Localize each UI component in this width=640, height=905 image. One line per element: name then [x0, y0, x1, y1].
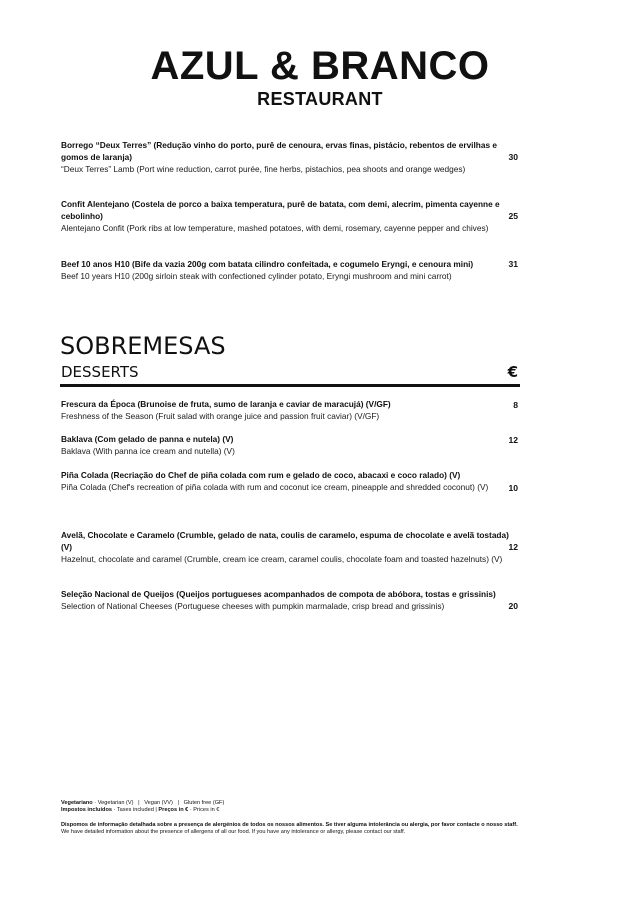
- item-name-pt: Frescura da Época (Brunoise de fruta, sumo de laranja e caviar de maracujá) (V/GF): [61, 399, 391, 409]
- restaurant-title: AZUL & BRANCO: [150, 44, 490, 88]
- currency-symbol: €: [507, 363, 518, 381]
- menu-item-confit: [61, 198, 521, 234]
- item-name-pt: Confit Alentejano (Costela de porco a baixa temperatura, purê de batata, com demi, alecrim, pimenta cayenne e cebolinho): [61, 199, 500, 221]
- menu-item-beef: [61, 258, 506, 282]
- item-name-en: “Deux Terres” Lamb (Port wine reduction, carrot purée, fine herbs, pistachios, pea shoots and orange wedges): [61, 164, 466, 174]
- menu-item-borrego: [61, 139, 521, 175]
- menu-item-pina-colada: [61, 469, 521, 493]
- item-name-en: Selection of National Cheeses (Portuguese cheeses with pumpkin marmalade, crisp bread and grissinis): [61, 601, 445, 611]
- allergen-note: [61, 822, 521, 836]
- section-subheading-desserts: DESSERTS: [61, 363, 139, 381]
- tax-note: [61, 807, 521, 814]
- item-name-en: Freshness of the Season (Fruit salad with orange juice and passion fruit caviar) (V/GF): [61, 411, 380, 421]
- section-heading-sobremesas: SOBREMESAS: [60, 332, 226, 360]
- price-text: · Prices in €: [188, 807, 220, 813]
- item-price: 10: [508, 483, 518, 493]
- menu-item-baklava: [61, 433, 521, 457]
- item-name-pt: Beef 10 anos H10 (Bife da vazia 200g com batata cilindro confeitada, e cogumelo Eryngi, e cenoura mini): [61, 259, 474, 269]
- menu-item-frescura: [61, 398, 521, 422]
- item-price: 8: [513, 400, 518, 410]
- allergen-en: We have detailed information about the presence of allergens of all our food. If you have any intolerance or allergy, please contact our staff.: [61, 829, 406, 836]
- item-name-en: Piña Colada (Chef's recreation of piña colada with rum and coconut ice cream, pineapple and shredded coconut) (V): [61, 482, 489, 492]
- menu-item-queijos: [61, 588, 521, 612]
- menu-item-avela-chocolate: [61, 529, 521, 565]
- allergen-pt: Dispomos de informação detalhada sobre a presença de alergénios de todos os nossos alimentos. Se tiver alguma intolerância ou alergia, por favor contacte o nosso staff.: [61, 822, 518, 828]
- item-name-pt: Borrego “Deux Terres” (Redução vinho do porto, purê de cenoura, ervas finas, pistácio, rebentos de ervilhas e gomos de laranja): [61, 140, 498, 162]
- item-name-pt: Piña Colada (Recriação do Chef de piña colada com rum e gelado de coco, abacaxi e coco ralado) (V): [61, 470, 461, 480]
- item-price: 30: [508, 152, 518, 162]
- item-name-en: Alentejano Confit (Pork ribs at low temperature, mashed potatoes, with demi, rosemary, cayenne pepper and chives): [61, 223, 489, 233]
- item-price: 31: [508, 259, 518, 269]
- item-price: 12: [508, 542, 518, 552]
- item-name-pt: Baklava (Com gelado de panna e nutela) (V): [61, 434, 234, 444]
- item-name-pt: Seleção Nacional de Queijos (Queijos portugueses acompanhados de compota de abóbora, tostas e grissinis): [61, 589, 496, 599]
- item-name-en: Baklava (With panna ice cream and nutella) (V): [61, 446, 235, 456]
- section-divider: [60, 384, 520, 387]
- item-price: 20: [508, 601, 518, 611]
- legend-label: Vegetariano: [61, 800, 93, 806]
- restaurant-subtitle: RESTAURANT: [257, 89, 383, 109]
- item-name-en: Hazelnut, chocolate and caramel (Crumble, cream ice cream, caramel coulis, chocolate foam and toasted hazelnuts) (V): [61, 554, 503, 564]
- tax-text: · Taxes included |: [111, 807, 159, 813]
- price-label: Preços in €: [158, 807, 189, 813]
- item-name-pt: Avelã, Chocolate e Caramelo (Crumble, gelado de nata, coulis de caramelo, espuma de chocolate e avelã tostada) (V): [61, 530, 509, 552]
- item-name-en: Beef 10 years H10 (200g sirloin steak with confectioned cylinder potato, Eryngi mushroom and mini carrot): [61, 271, 452, 281]
- legend-text: · Vegetarian (V) | Vegan (VV) | Gluten free (GF): [92, 800, 225, 806]
- item-price: 25: [508, 211, 518, 221]
- item-price: 12: [508, 435, 518, 445]
- tax-label: Impostos incluídos: [61, 807, 112, 813]
